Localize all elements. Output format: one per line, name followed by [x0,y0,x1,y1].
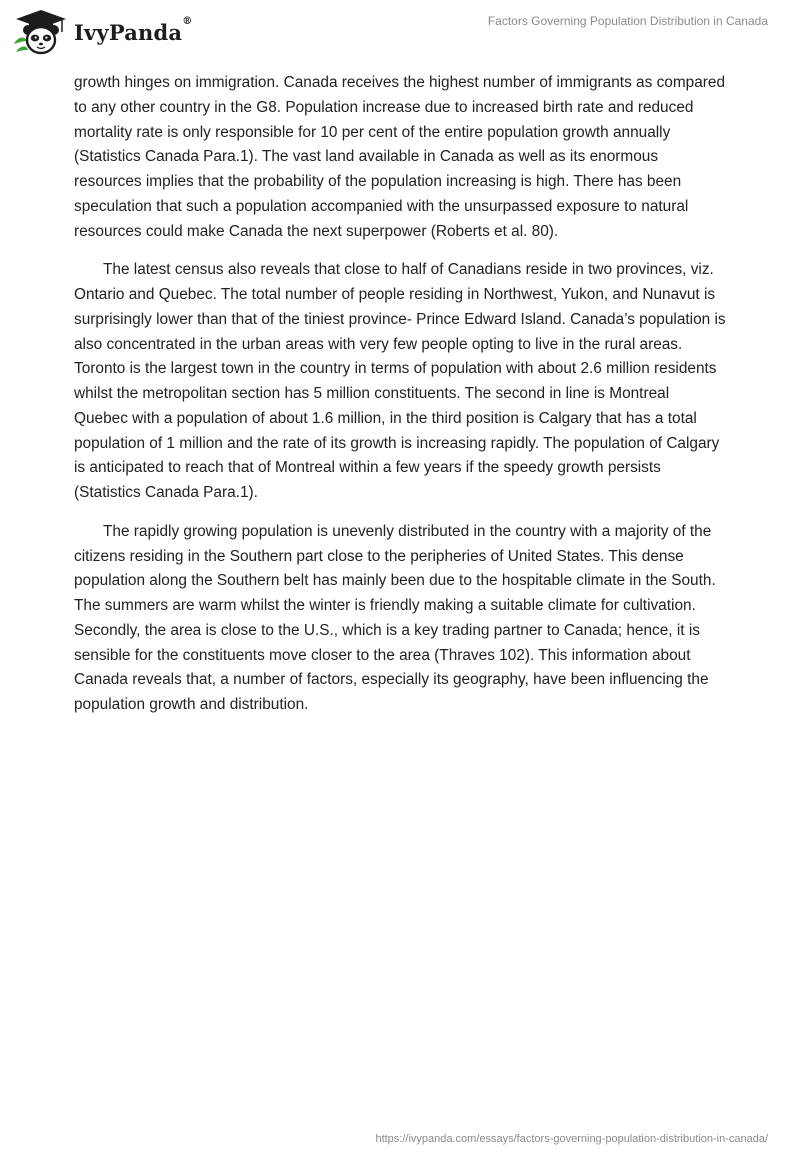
ivypanda-logo[interactable] [12,8,192,56]
document-title: Factors Governing Population Distribution in Canada [487,14,768,28]
paragraph: The latest census also reveals that close to half of Canadians reside in two provinces, viz. Ontario and Quebec. The total number of people residing in Northwest, Yukon, and Nunavut is surprisingly lower than that of the tiniest province- Prince Edward Island. Canada’s population is also concentrated in the urban areas with very few people opting to live in the rural areas. Toronto is the largest town in the country in terms of population with about 2.6 million residents whilst the metropolitan section has 5 million constituents. The second in line is Montreal Quebec with a population of about 1.6 million, in the third position is Calgary that has a total population of 1 million and the rate of its growth is increasing rapidly. The population of Calgary is anticipated to reach that of Montreal within a few years if the speedy growth persists (Statistics Canada Para.1). [74,261,726,501]
source-url[interactable]: https://ivypanda.com/essays/factors-governing-population-distribution-in-canada/ [375,1133,768,1145]
paragraph: growth hinges on immigration. Canada receives the highest number of immigrants as compared to any other country in the G8. Population increase due to increased birth rate and reduced mortality rate is only responsible for 10 per cent of the entire population growth annually (Statistics Canada Para.1). The vast land available in Canada as well as its enormous resources implies that the probability of the population increasing is high. There has been speculation that such a population accompanied with the unsurpassed exposure to natural resources could make Canada the next superpower (Roberts et al. 80). [74,74,726,240]
page-header [0,0,800,64]
paragraph: The rapidly growing population is unevenly distributed in the country with a majority of the citizens residing in the Southern part close to the peripheries of United States. This dense population along the Southern belt has mainly been due to the hospitable climate in the South. The summers are warm whilst the winter is friendly making a suitable climate for cultivation. Secondly, the area is close to the U.S., which is a key trading partner to Canada; hence, it is sensible for the constituents move closer to the area (Thraves 102). This information about Canada reveals that, a number of factors, especially its geography, have been influencing the population growth and distribution. [74,522,716,713]
panda-graduate-icon [12,8,70,56]
registered-mark: ® [182,15,193,27]
essay-body [74,71,726,732]
brand-name: IvyPanda® [74,15,193,45]
